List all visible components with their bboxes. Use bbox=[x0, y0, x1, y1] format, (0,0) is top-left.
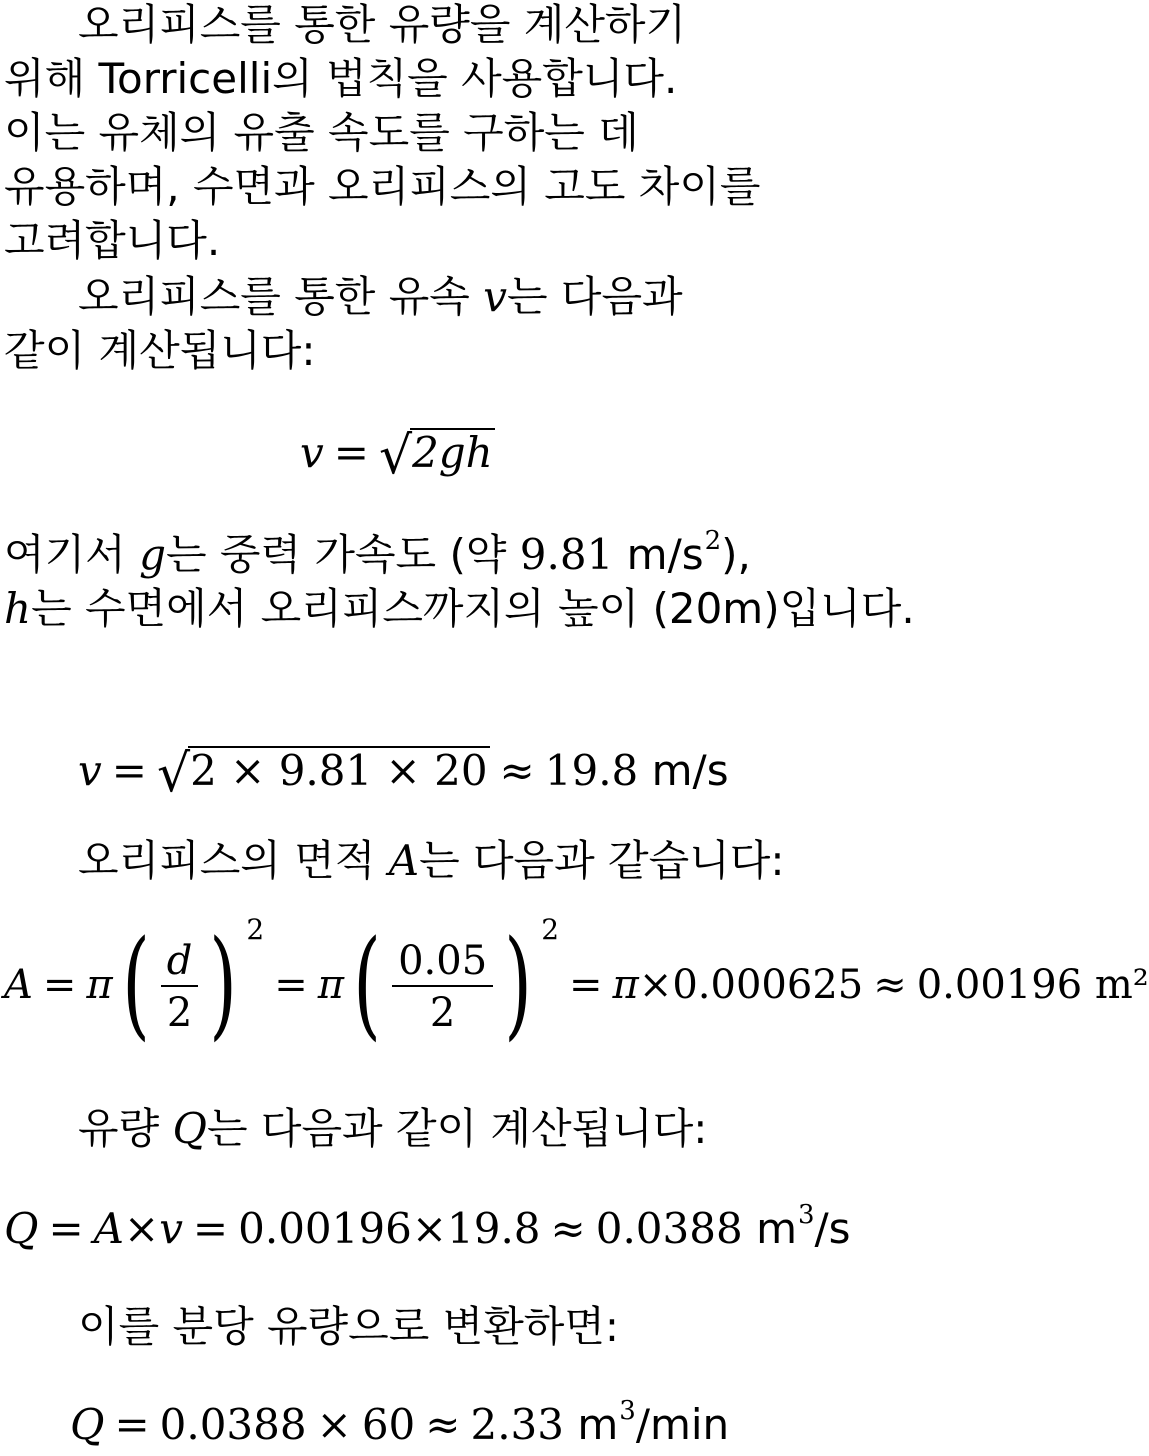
minute-factor: 60 bbox=[361, 1400, 416, 1449]
text-fragment: 는 다음과 같습니다: bbox=[419, 836, 785, 885]
equation-flow-per-minute bbox=[70, 1396, 730, 1449]
text-fragment: 는 중력 가속도 (약 bbox=[165, 530, 507, 579]
numerator: 0.05 bbox=[392, 941, 493, 987]
superscript: 2 bbox=[704, 526, 722, 556]
flow-per-minute-result: 2.33 bbox=[470, 1400, 564, 1449]
math-equals: = bbox=[569, 962, 603, 1008]
text-fragment: 유량 bbox=[78, 1104, 160, 1153]
math-var-Q: Q bbox=[70, 1400, 105, 1449]
math-equals: = bbox=[111, 746, 147, 795]
math-equals: = bbox=[333, 428, 369, 477]
text-line bbox=[78, 836, 785, 885]
velocity-unit: m/s bbox=[651, 746, 729, 795]
equation-area bbox=[4, 913, 1149, 1052]
gravity-unit: m/s bbox=[626, 530, 704, 579]
math-pi: π bbox=[86, 962, 113, 1008]
flow-unit-m: m bbox=[577, 1400, 619, 1449]
text-fragment: 오리피스의 면적 bbox=[78, 836, 376, 885]
math-var-A: A bbox=[388, 836, 420, 885]
radicand: 2gh bbox=[412, 428, 493, 477]
math-approx: ≈ bbox=[550, 1204, 586, 1253]
superscript: 2 bbox=[541, 913, 560, 946]
math-times: × bbox=[638, 962, 673, 1008]
math-var-v: v bbox=[483, 272, 507, 321]
velocity-result: 19.8 bbox=[544, 746, 639, 795]
math-equals: = bbox=[48, 1204, 84, 1253]
math-var-A: A bbox=[4, 962, 33, 1008]
gravity-value: 9.81 bbox=[519, 530, 614, 579]
math-var-A: A bbox=[93, 1204, 124, 1253]
fraction-diameter-over-2 bbox=[392, 938, 493, 1036]
text-line bbox=[4, 584, 915, 633]
radicand: 2 × 9.81 × 20 bbox=[190, 746, 488, 795]
text-line: 이를 분당 유량으로 변환하면: bbox=[78, 1302, 620, 1351]
equation-velocity-calc bbox=[78, 742, 729, 804]
flow-unit-m: m bbox=[756, 1204, 797, 1253]
text-line: 위해 Torricelli의 법칙을 사용합니다. bbox=[4, 54, 678, 103]
numerator: d bbox=[161, 941, 199, 987]
math-var-g: g bbox=[139, 530, 166, 579]
velocity-value: 19.8 bbox=[447, 1204, 541, 1253]
right-paren: ) bbox=[209, 914, 238, 1052]
text-line: 오리피스를 통한 유량을 계산하기 bbox=[78, 0, 687, 49]
denominator: 2 bbox=[429, 990, 456, 1036]
math-equals: = bbox=[42, 962, 77, 1008]
left-paren: ( bbox=[121, 914, 150, 1052]
superscript: 2 bbox=[246, 913, 265, 946]
sqrt-expression bbox=[378, 424, 495, 486]
sqrt-sign: √ bbox=[156, 744, 191, 804]
text-fragment: 는 다음과 bbox=[506, 272, 683, 321]
text-line: 유용하며, 수면과 오리피스의 고도 차이를 bbox=[4, 162, 761, 211]
flow-unit-min: /min bbox=[635, 1400, 730, 1449]
math-times: × bbox=[316, 1400, 352, 1449]
math-times: × bbox=[411, 1204, 448, 1253]
math-pi: π bbox=[317, 962, 345, 1008]
math-var-v: v bbox=[300, 428, 324, 477]
text-line bbox=[78, 1104, 708, 1153]
text-fragment: 는 수면에서 오리피스까지의 높이 (20m)입니다. bbox=[31, 584, 915, 633]
equation-velocity-formula bbox=[300, 424, 495, 486]
area-result: 0.00196 m² bbox=[916, 962, 1149, 1008]
math-pi: π bbox=[612, 962, 639, 1008]
area-value: 0.00196 bbox=[238, 1204, 412, 1253]
text-fragment: 는 다음과 같이 계산됩니다: bbox=[206, 1104, 708, 1153]
flow-value: 0.0388 bbox=[159, 1400, 307, 1449]
math-var-v: v bbox=[159, 1204, 183, 1253]
superscript: 3 bbox=[797, 1200, 815, 1230]
denominator: 2 bbox=[166, 990, 193, 1036]
area-product: 0.000625 bbox=[672, 962, 864, 1008]
text-line: 같이 계산됩니다: bbox=[4, 326, 316, 375]
text-line: 이는 유체의 유출 속도를 구하는 데 bbox=[4, 108, 639, 157]
math-var-h: h bbox=[4, 584, 32, 633]
text-line: 고려합니다. bbox=[4, 216, 221, 265]
math-approx: ≈ bbox=[873, 962, 907, 1008]
text-fragment: ), bbox=[721, 530, 751, 579]
text-line bbox=[4, 526, 751, 579]
math-var-Q: Q bbox=[4, 1204, 39, 1253]
text-fragment: 여기서 bbox=[4, 530, 126, 579]
equation-flow-rate bbox=[4, 1200, 851, 1253]
math-approx: ≈ bbox=[425, 1400, 461, 1449]
text-fragment: 오리피스를 통한 유속 bbox=[78, 272, 470, 321]
math-approx: ≈ bbox=[499, 746, 535, 795]
math-var-v: v bbox=[78, 746, 102, 795]
right-paren: ) bbox=[504, 914, 532, 1052]
sqrt-sign: √ bbox=[378, 426, 413, 486]
flow-unit-s: /s bbox=[814, 1204, 851, 1253]
fraction-d-over-2 bbox=[161, 938, 199, 1036]
math-var-Q: Q bbox=[172, 1104, 207, 1153]
math-equals: = bbox=[192, 1204, 229, 1253]
superscript: 3 bbox=[619, 1396, 636, 1426]
math-equals: = bbox=[274, 962, 308, 1008]
left-paren: ( bbox=[353, 914, 381, 1052]
sqrt-expression bbox=[156, 742, 490, 804]
flow-result: 0.0388 bbox=[595, 1204, 743, 1253]
math-equals: = bbox=[114, 1400, 150, 1449]
math-times: × bbox=[123, 1204, 160, 1253]
text-line bbox=[78, 272, 683, 321]
